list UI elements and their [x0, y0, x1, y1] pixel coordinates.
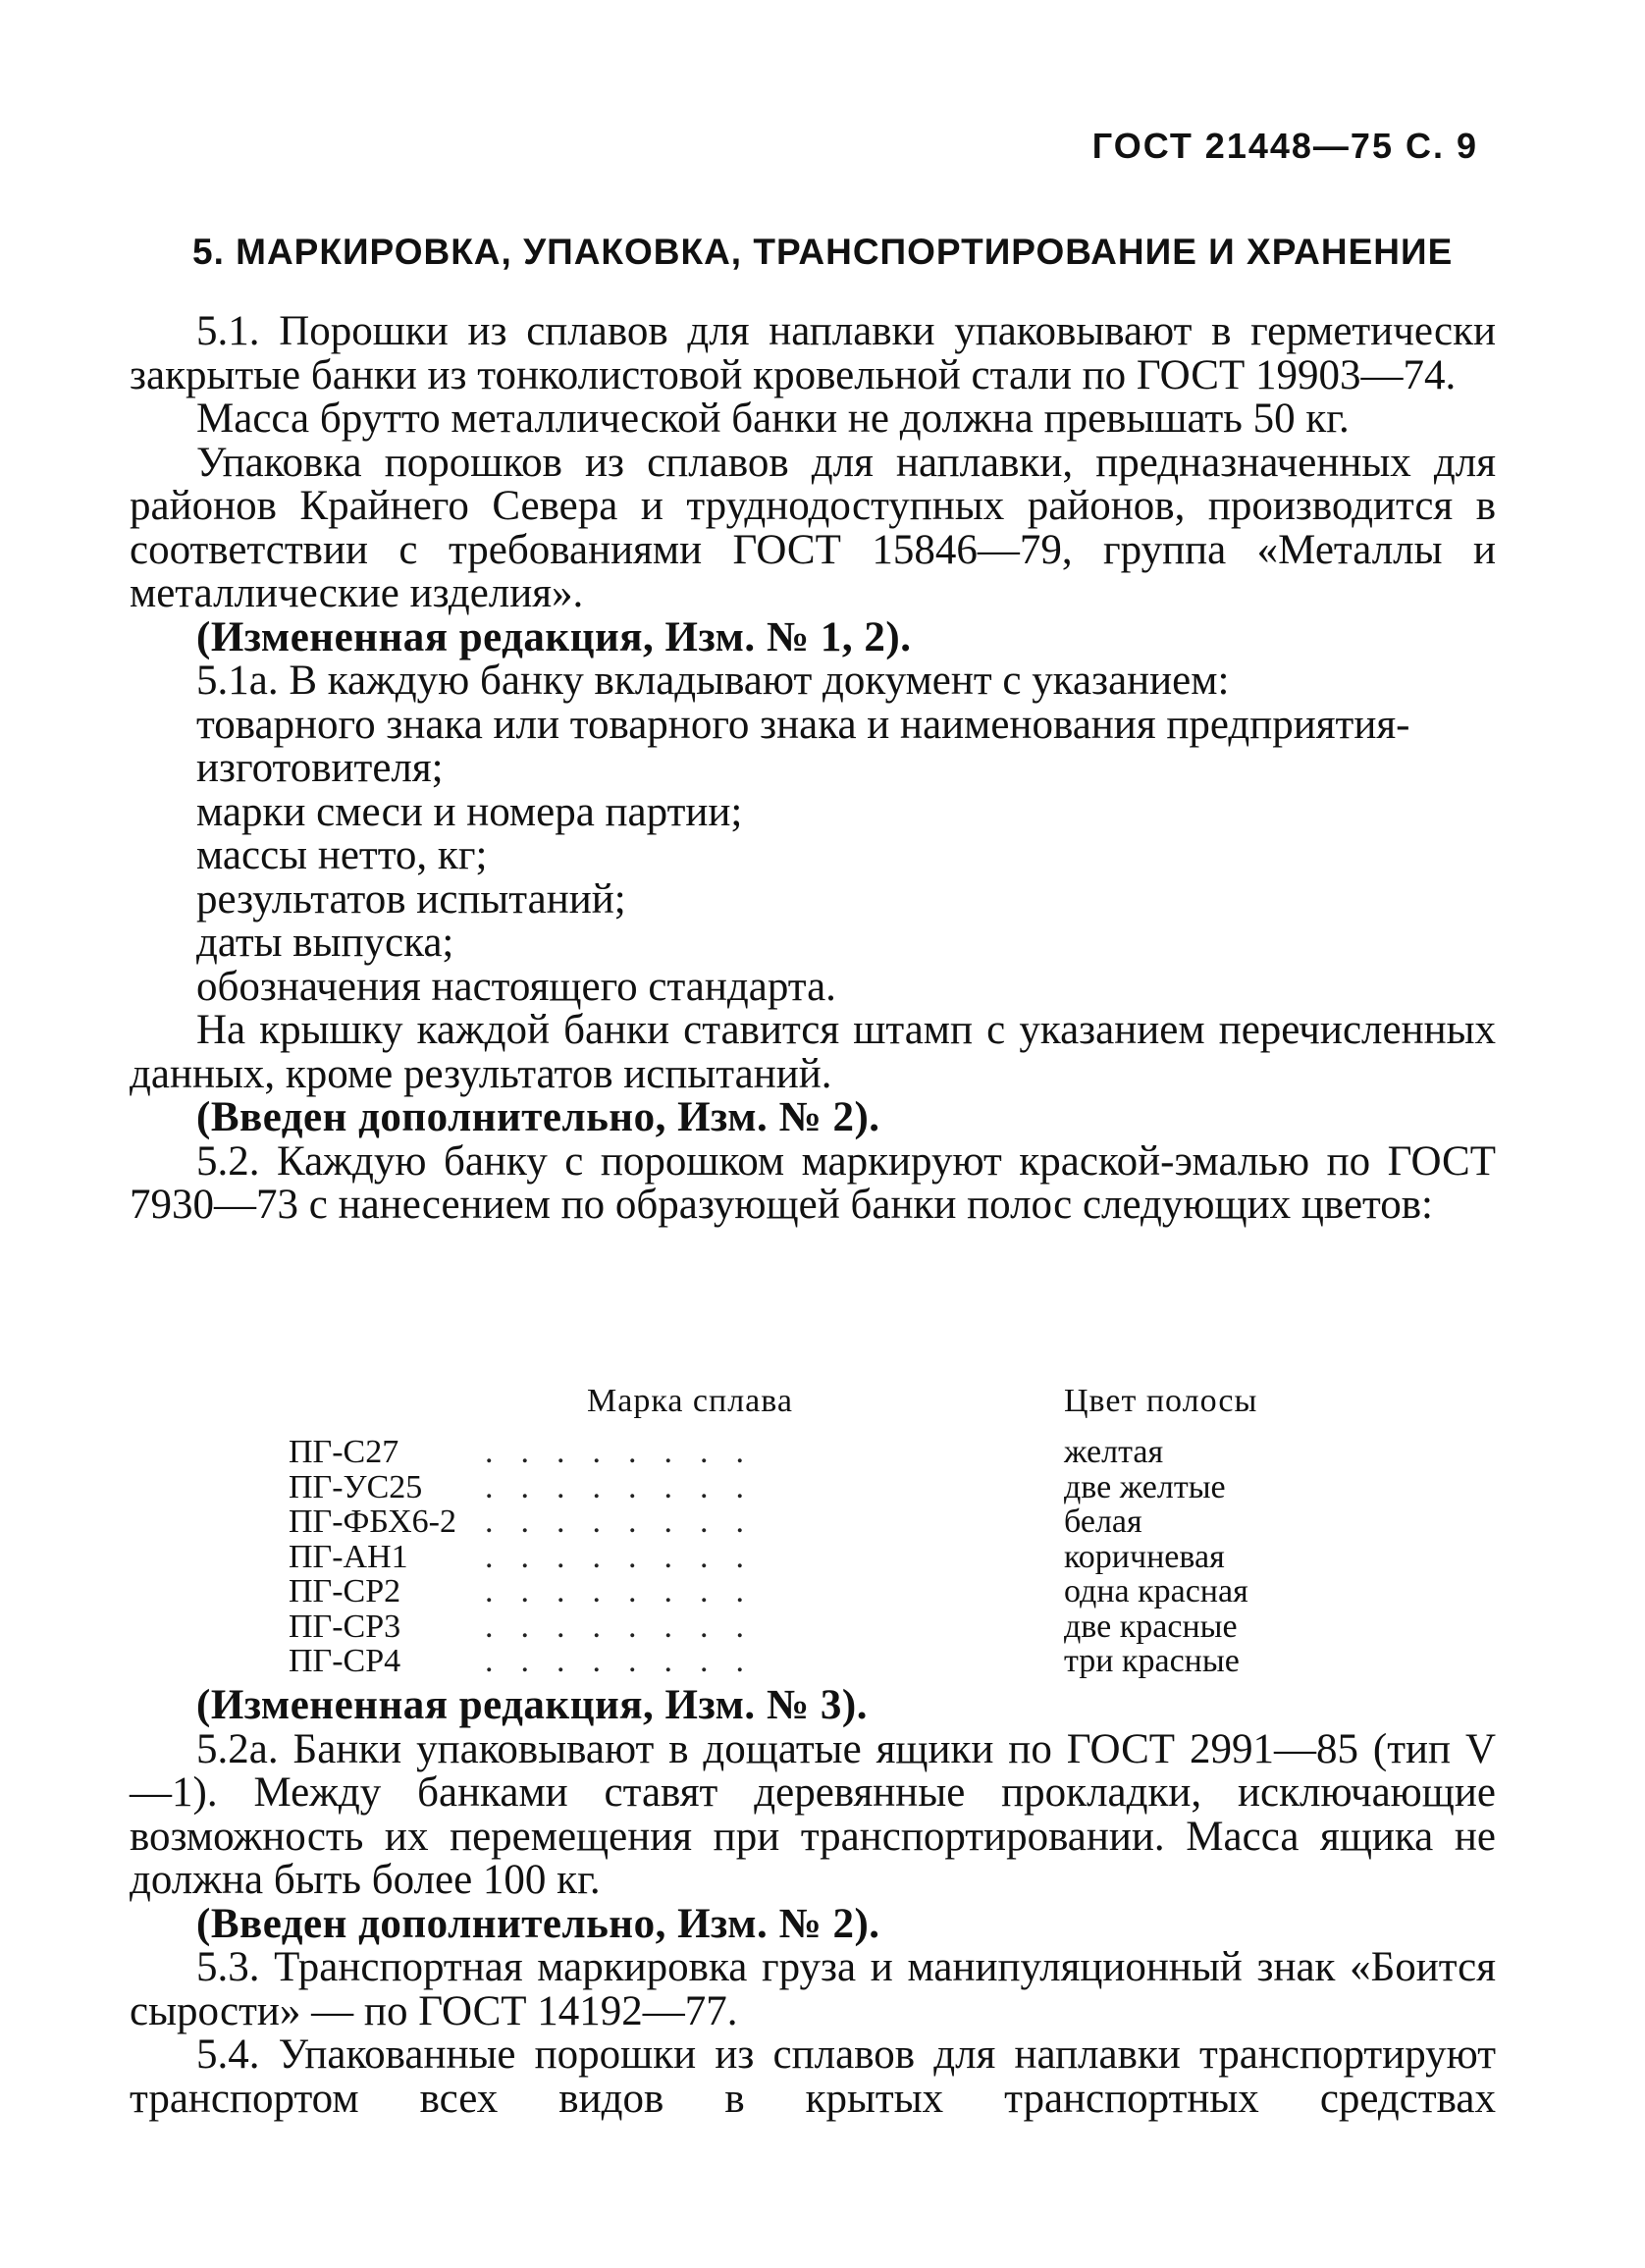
alloy-grade: ПГ-С27 [289, 1434, 399, 1470]
column-header-color: Цвет полосы [1064, 1383, 1258, 1419]
column-header-grade: Марка сплава [587, 1383, 793, 1419]
paragraph-5-2: 5.2. Каждую банку с порошком маркируют краской-эмалью по ГОСТ 7930—73 с нанесением по образующей банки полос следующих цветов: [130, 1137, 1496, 1228]
table-row [289, 1540, 1329, 1575]
document-body-continued [130, 1684, 1496, 2121]
dot-leader: ........ [485, 1574, 771, 1609]
alloy-grade: ПГ-УС25 [289, 1468, 423, 1505]
list-item: массы нетто, кг; [196, 832, 488, 878]
dot-leader: ........ [485, 1469, 771, 1504]
stripe-color: одна красная [1064, 1573, 1248, 1609]
table-row [289, 1644, 1329, 1679]
alloy-grade: ПГ-СР2 [289, 1573, 401, 1609]
table-row [289, 1504, 1329, 1540]
page-header: ГОСТ 21448—75 С. 9 [1091, 126, 1478, 166]
paragraph-lid-stamp: На крышку каждой банки ставится штамп с указанием перечисленных данных, кроме результатов испытаний. [130, 1007, 1496, 1097]
paragraph-5-2a: 5.2а. Банки упаковывают в дощатые ящики по ГОСТ 2991—85 (тип V—1). Между банками ставят деревянные прокладки, исключающие возможность их перемещения при транспортировании. Масса ящика не должна быть более 100 кг. [130, 1725, 1496, 1903]
dot-leader: ........ [485, 1435, 771, 1470]
amendment-note-4: (Введен дополнительно, Изм. № 2). [196, 1900, 880, 1947]
alloy-grade: ПГ-СР4 [289, 1643, 401, 1679]
list-item: результатов испытаний; [196, 875, 626, 923]
alloy-color-table [289, 1384, 1329, 1679]
list-item: даты выпуска; [196, 920, 454, 966]
stripe-color: две красные [1064, 1608, 1238, 1645]
stripe-color: желтая [1064, 1434, 1164, 1470]
dot-leader: ........ [485, 1609, 771, 1644]
section-title: 5. МАРКИРОВКА, УПАКОВКА, ТРАНСПОРТИРОВАНИЕ И ХРАНЕНИЕ [192, 232, 1454, 272]
paragraph-5-4: 5.4. Упакованные порошки из сплавов для наплавки транспортируют транспортом всех видов в крытых транспортных средствах [130, 2031, 1496, 2122]
list-item: товарного знака или товарного знака и наименования предприятия-изготовителя; [196, 701, 1410, 791]
dot-leader: ........ [485, 1539, 771, 1574]
stripe-color: три красные [1064, 1643, 1240, 1679]
alloy-grade: ПГ-ФБХ6-2 [289, 1503, 456, 1540]
paragraph-packaging-north: Упаковка порошков из сплавов для наплавки, предназначенных для районов Крайнего Севера и труднодоступных районов, производится в соответствии с требованиями ГОСТ 15846—79, группа «Металлы и металлические изделия». [130, 439, 1496, 616]
paragraph-mass: Масса брутто металлической банки не должна превышать 50 кг. [196, 396, 1350, 442]
paragraph-5-1: 5.1. Порошки из сплавов для наплавки упаковывают в герметически закрытые банки из тонколистовой кровельной стали по ГОСТ 19903—74. [130, 308, 1496, 398]
alloy-grade: ПГ-АН1 [289, 1538, 408, 1575]
amendment-note-3: (Измененная редакция, Изм. № 3). [196, 1682, 868, 1728]
paragraph-5-3: 5.3. Транспортная маркировка груза и манипуляционный знак «Боится сырости» — по ГОСТ 14192—77. [130, 1944, 1496, 2034]
table-row [289, 1435, 1329, 1470]
list-item: марки смеси и номера партии; [196, 788, 743, 835]
paragraph-5-1a: 5.1а. В каждую банку вкладывают документ с указанием: [196, 658, 1230, 704]
table-row [289, 1609, 1329, 1645]
list-item: обозначения настоящего стандарта. [196, 963, 836, 1010]
dot-leader: ........ [485, 1644, 771, 1679]
stripe-color: коричневая [1064, 1538, 1225, 1575]
stripe-color: белая [1064, 1503, 1142, 1540]
amendment-note-2: (Введен дополнительно, Изм. № 2). [196, 1094, 880, 1140]
alloy-grade: ПГ-СР3 [289, 1608, 401, 1645]
table-row [289, 1574, 1329, 1609]
table-row [289, 1470, 1329, 1505]
document-body [130, 310, 1496, 1228]
amendment-note-1: (Измененная редакция, Изм. № 1, 2). [196, 613, 912, 660]
stripe-color: две желтые [1064, 1468, 1226, 1505]
dot-leader: ........ [485, 1504, 771, 1540]
table-header [289, 1384, 1329, 1435]
